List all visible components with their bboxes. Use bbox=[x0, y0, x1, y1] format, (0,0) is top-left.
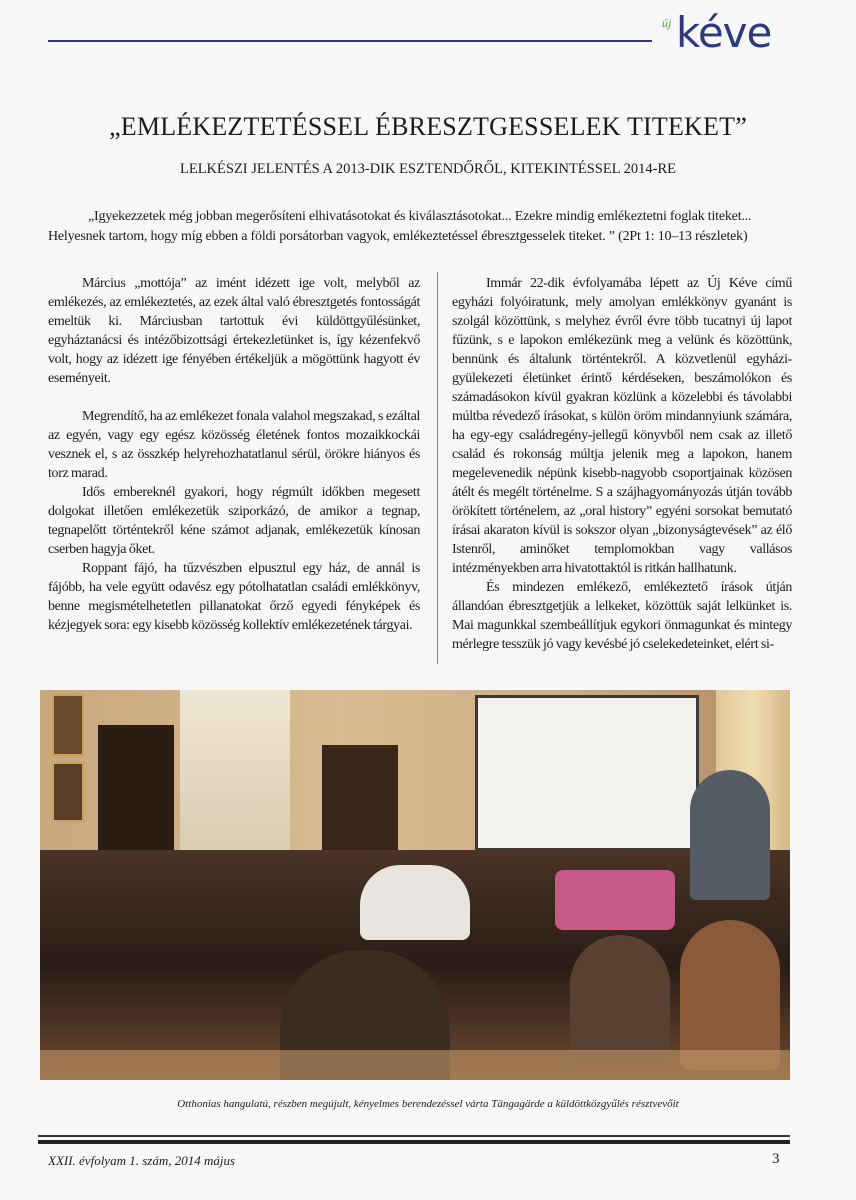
paragraph: És mindezen emlékező, emlékeztető írások útján állandóan ébresztgetjük a lelkeket, közöttük saját lelkünket is. Mai magunkkal szembeállítjuk egykori önmagunkat és mintegy mérlegre tesszük jó vagy kevésbé jó cselekedeteinket, elért si- bbox=[452, 580, 792, 652]
motto-quote bbox=[48, 207, 792, 247]
page-number: 3 bbox=[772, 1151, 780, 1167]
column-divider bbox=[437, 272, 438, 664]
article-title: „EMLÉKEZTETÉSSEL ÉBRESZTGESSELEK TITEKET” bbox=[109, 112, 747, 141]
motto-line: Helyesnek tartom, hogy míg ebben a földi porsátorban vagyok, emlékeztetéssel ébresztgesselek titeket. ” (2Pt 1: 10–13 részletek) bbox=[48, 229, 748, 244]
header-rule bbox=[48, 40, 652, 42]
paragraph: Március „mottója” az imént idézett ige volt, melyből az emlékezés, az emlékeztetés, az ezek által való ébresztgetés fontosságát emeltük ki. Márciusban tartottuk évi küldöttgyűlésünket, egyháztanácsi és intézőbizottsági értekezletünket is, így kézenfekvő volt, hogy az idézett ige fényében értékeljük a mögöttünk hagyott év eseményeit. bbox=[48, 276, 420, 386]
magazine-logo bbox=[662, 8, 792, 60]
paragraph: Megrendítő, ha az emlékezet fonala valahol megszakad, s ezáltal az egyén, vagy egy egész közösség életének fontos mozaikkockái vesznek el, s az összkép helyrehozhatatlanul sérül, örökre hiányos és torz marad. bbox=[48, 409, 420, 481]
right-column bbox=[452, 274, 792, 654]
logo-main-text: kéve bbox=[676, 8, 772, 57]
motto-line: „Igyekezzetek még jobban megerősíteni elhivatásotokat és kiválasztásotokat... Ezekre mindig emlékeztetni foglak titeket... bbox=[88, 209, 752, 224]
meeting-photo bbox=[40, 690, 790, 1080]
photo-caption: Otthonias hangulatú, részben megújult, kényelmes berendezéssel várta Tängagärde a küldöttközgyűlés résztvevőit bbox=[177, 1098, 679, 1110]
issue-info: XXII. évfolyam 1. szám, 2014 május bbox=[48, 1153, 236, 1168]
paragraph: Idős embereknél gyakori, hogy régmúlt időkben megesett dolgokat illetően emlékezetük sziporkázó, de amikor a tegnap, tegnapelőtt történtekről kéne számot adjanak, emlékezetük kínosan cserben hagyja őket. bbox=[48, 485, 420, 557]
paragraph: Immár 22-dik évfolyamába lépett az Új Kéve című egyházi folyóiratunk, mely amolyan emlékkönyv gyanánt is szolgál közöttünk, s melyhez évről évre több tucatnyi új lapot fűzünk, s e lapokon emlékezünk meg a velünk és közöttünk, bennünk és általunk történtekről. A közvetlenül egyházi-gyülekezeti életünket érintő kérdéseken, beszámolókon és számadásokon kívül gyakran közlünk a közelebbi és távolabbi múltba révedező írásokat, s külön öröm mindannyiunk számára, ha egy-egy családregény-jellegű könyvből nem csak az illető család és rokonság múltja jelenik meg a lapokon, hanem megelevenedik népünk kisebb-nagyobb csoportjainak közösen átélt és megélt történelme. S a szájhagyományozás útján tovább örökített történelem, az „oral history” egyéni sorsokat bemutató írásai akaraton kívül is sokszor olyan „bizonyságtevések” az élő Istenről, aminőket templomokban vagy vallásos intézményekben arra hivatottaktól is ritkán hallhatunk. bbox=[452, 276, 792, 576]
paragraph: Roppant fájó, ha tűzvészben elpusztul egy ház, de annál is fájóbb, ha vele együtt odavész egy pótolhatatlan családi emlékkönyv, benne megismételhetetlen pillanatokat őrző egyedi fényképek és kézjegyek sora: egy kisebb közösség kollektív emlékezetének tárgyai. bbox=[48, 561, 420, 633]
logo-small-text: új bbox=[662, 16, 672, 30]
footer-rule bbox=[38, 1135, 790, 1137]
footer-rule-thick bbox=[38, 1140, 790, 1144]
left-column bbox=[48, 274, 420, 635]
article-subtitle: LELKÉSZI JELENTÉS A 2013-DIK ESZTENDŐRŐL, KITEKINTÉSSEL 2014-RE bbox=[179, 161, 677, 177]
